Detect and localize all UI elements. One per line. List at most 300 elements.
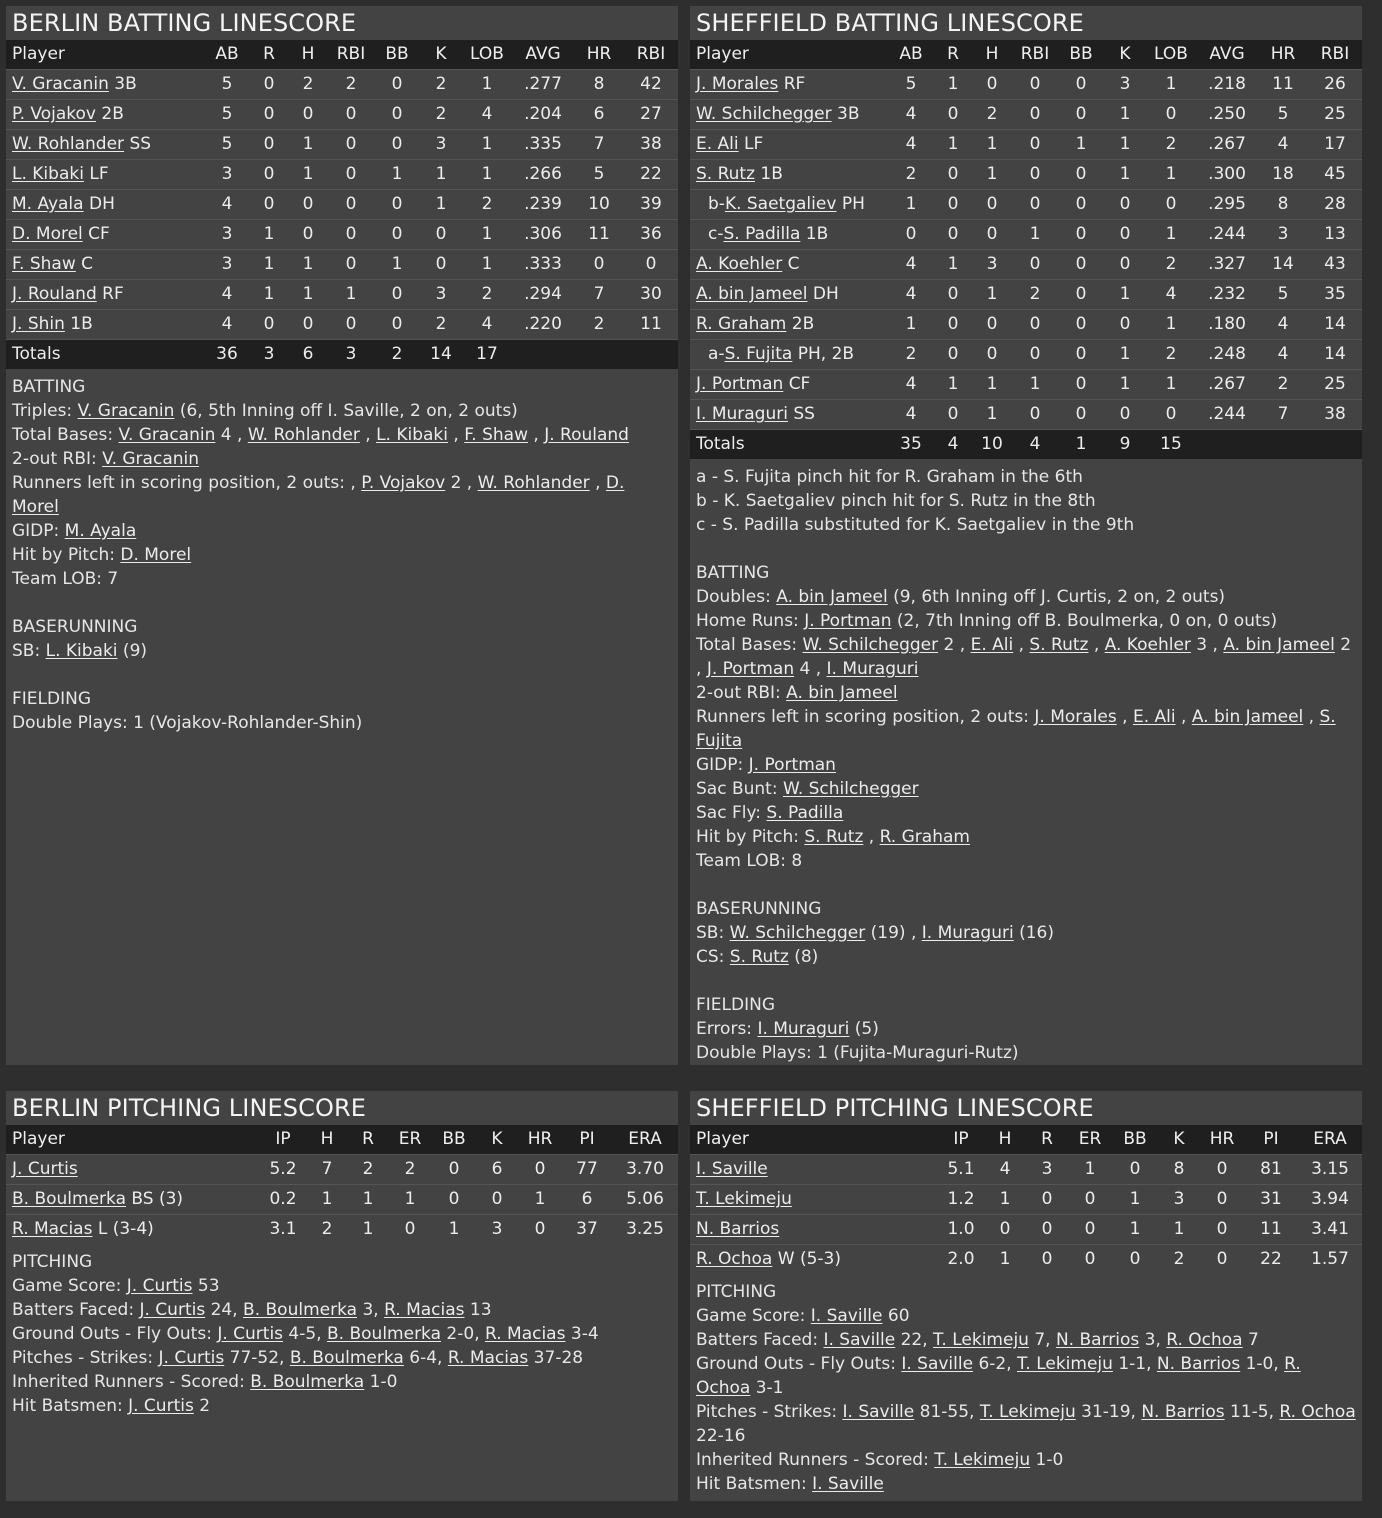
notes-text: Sac Fly:: [696, 803, 767, 823]
stat-cell: 38: [640, 134, 662, 154]
stat-cell: 1: [321, 1189, 333, 1209]
player-link[interactable]: J. Curtis: [12, 1159, 78, 1179]
player-link[interactable]: S. Rutz: [696, 164, 756, 184]
table-row: [690, 310, 1362, 340]
player-position: DH: [812, 284, 839, 304]
player-link[interactable]: I. Saville: [696, 1159, 768, 1179]
notes-line: [696, 1472, 1356, 1496]
player-link[interactable]: D. Morel: [120, 545, 192, 565]
player-position: 3B: [114, 74, 137, 94]
player-link[interactable]: I. Saville: [842, 1402, 915, 1422]
stat-cell: 5: [905, 74, 917, 94]
player-position: PH: [841, 194, 865, 214]
stat-cell: 3: [435, 284, 447, 304]
stat-cell: 0: [1041, 1219, 1053, 1239]
notes-text: Hit by Pitch:: [12, 545, 121, 565]
player-cell: [6, 190, 204, 220]
notes-text: Triples:: [12, 401, 78, 421]
stat-cell: 30: [640, 284, 662, 304]
stat-cell: 0: [1084, 1189, 1096, 1209]
player-link[interactable]: J. Rouland: [12, 284, 97, 304]
stat-cell: 3: [435, 134, 447, 154]
notes-text: 22,: [895, 1330, 934, 1350]
stat-cell: 3.25: [626, 1219, 664, 1239]
stat-cell: 25: [1324, 104, 1346, 124]
notes-line: [12, 423, 672, 447]
player-link[interactable]: M. Ayala: [64, 521, 137, 541]
column-header: PI: [579, 1129, 595, 1149]
table-row: [690, 250, 1362, 280]
notes-section: [690, 1274, 1362, 1502]
notes-line: [12, 567, 672, 591]
stat-cell: 10: [588, 194, 610, 214]
notes-text: 4-5,: [283, 1324, 328, 1344]
stat-cell: .333: [524, 254, 562, 274]
notes-line: [696, 1017, 1356, 1041]
column-header: Player: [696, 1129, 749, 1149]
column-header: HR: [1270, 44, 1296, 64]
stat-cell: 1: [947, 374, 959, 394]
notes-line: [696, 1328, 1356, 1352]
notes-line: [12, 1346, 672, 1370]
stat-cell: 81: [1260, 1159, 1282, 1179]
player-link[interactable]: D. Morel: [12, 473, 625, 517]
player-cell: [6, 250, 204, 280]
player-link[interactable]: S. Fujita: [724, 344, 793, 364]
stat-cell: 1: [391, 254, 403, 274]
stat-cell: .220: [524, 314, 562, 334]
player-position: L (3-4): [97, 1219, 154, 1239]
stat-cell: 3: [1173, 1189, 1185, 1209]
notes-text: 1-1,: [1112, 1354, 1157, 1374]
notes-text: 60: [882, 1306, 910, 1326]
player-link[interactable]: L. Kibaki: [45, 641, 118, 661]
notes-text: SB:: [696, 923, 730, 943]
stat-cell: 11: [1260, 1219, 1282, 1239]
stat-cell: 11: [1272, 74, 1294, 94]
stat-cell: 2.0: [947, 1249, 975, 1269]
stat-cell: 2: [1277, 374, 1289, 394]
player-link[interactable]: J. Portman: [696, 374, 784, 394]
player-link[interactable]: B. Boulmerka: [243, 1300, 358, 1320]
stat-cell: 0: [1119, 194, 1131, 214]
table-row: [690, 100, 1362, 130]
player-link[interactable]: E. Ali: [1132, 707, 1176, 727]
stat-cell: 39: [640, 194, 662, 214]
stat-cell: .244: [1208, 404, 1246, 424]
table-row: [690, 70, 1362, 100]
notes-line: [696, 585, 1356, 609]
stat-cell: 7: [593, 134, 605, 154]
player-link[interactable]: K. Saetgaliev: [724, 194, 837, 214]
player-link[interactable]: V. Gracanin: [12, 74, 109, 94]
stat-cell: 0: [593, 254, 605, 274]
player-link[interactable]: A. bin Jameel: [1223, 635, 1335, 655]
table-row: [6, 220, 678, 250]
batting-table: [6, 40, 678, 369]
table-row: [6, 1215, 678, 1245]
stat-cell: 0: [1084, 1219, 1096, 1239]
stat-cell: 1: [1165, 224, 1177, 244]
column-header: RBI: [1320, 44, 1350, 64]
player-link[interactable]: T. Lekimeju: [696, 1189, 792, 1209]
table-row: [6, 70, 678, 100]
notes-text: ,: [1013, 635, 1030, 655]
player-position: C: [787, 254, 800, 274]
stat-cell: 4: [999, 1159, 1011, 1179]
stat-cell: 2: [1029, 284, 1041, 304]
player-link[interactable]: R. Ochoa: [1279, 1402, 1356, 1422]
notes-text: 3-1: [750, 1378, 784, 1398]
player-link[interactable]: N. Barrios: [1156, 1354, 1241, 1374]
column-header: BB: [385, 44, 409, 64]
player-link[interactable]: A. Koehler: [1104, 635, 1191, 655]
column-header: LOB: [470, 44, 504, 64]
player-link[interactable]: I. Muraguri: [696, 404, 788, 424]
player-position: DH: [88, 194, 115, 214]
player-cell: [690, 370, 888, 400]
stat-cell: 1: [999, 1189, 1011, 1209]
player-cell: [6, 220, 204, 250]
player-link[interactable]: I. Muraguri: [921, 923, 1014, 943]
notes-text: 37-28: [528, 1348, 584, 1368]
column-header: RBI: [336, 44, 366, 64]
stat-cell: .248: [1208, 344, 1246, 364]
notes-text: Inherited Runners - Scored:: [12, 1372, 251, 1392]
player-link[interactable]: D. Morel: [12, 224, 83, 244]
player-link[interactable]: N. Barrios: [1055, 1330, 1140, 1350]
notes-heading: FIELDING: [12, 689, 91, 709]
player-link[interactable]: B. Boulmerka: [289, 1348, 404, 1368]
stat-cell: 2: [321, 1219, 333, 1239]
player-link[interactable]: I. Muraguri: [826, 659, 919, 679]
player-link[interactable]: W. Schilchegger: [729, 923, 866, 943]
player-link[interactable]: R. Macias: [447, 1348, 529, 1368]
total-stat: 4: [1029, 434, 1041, 454]
stat-cell: 0: [391, 284, 403, 304]
player-cell: [6, 100, 204, 130]
notes-heading: BATTING: [12, 377, 86, 397]
player-link[interactable]: J. Curtis: [158, 1348, 225, 1368]
notes-text: ,: [1088, 635, 1105, 655]
player-cell: [690, 1185, 938, 1215]
notes-line: [12, 471, 672, 519]
player-link[interactable]: R. Macias: [485, 1324, 566, 1344]
sheffield-pitching-panel: [690, 1091, 1362, 1501]
table-header-row: [6, 40, 678, 70]
stat-cell: 1: [1165, 314, 1177, 334]
player-cell: [690, 70, 888, 100]
stat-cell: 1: [1119, 344, 1131, 364]
stat-cell: 0: [534, 1159, 546, 1179]
player-link[interactable]: S. Fujita: [696, 707, 1336, 751]
player-link[interactable]: J. Curtis: [217, 1324, 284, 1344]
notes-block: [12, 615, 672, 663]
stat-cell: 0: [986, 344, 998, 364]
sub-prefix: a-: [708, 344, 725, 364]
stat-cell: 1: [905, 194, 917, 214]
player-link[interactable]: A. Koehler: [696, 254, 783, 274]
notes-line: [12, 639, 672, 663]
stat-cell: 1: [1119, 374, 1131, 394]
stat-cell: 5: [221, 134, 233, 154]
totals-label: Totals: [696, 434, 745, 454]
player-link[interactable]: L. Kibaki: [12, 164, 84, 184]
player-link[interactable]: V. Gracanin: [102, 449, 200, 469]
player-cell: [6, 1185, 260, 1215]
stat-cell: 0: [1119, 314, 1131, 334]
stat-cell: 0: [1029, 164, 1041, 184]
panel-title: BERLIN PITCHING LINESCORE: [12, 1094, 366, 1122]
player-link[interactable]: R. Graham: [696, 314, 787, 334]
notes-text: 24,: [205, 1300, 244, 1320]
player-link[interactable]: F. Shaw: [12, 254, 76, 274]
player-link[interactable]: J. Portman: [804, 611, 892, 631]
notes-block: [12, 1250, 672, 1418]
player-link[interactable]: S. Rutz: [729, 947, 789, 967]
notes-text: 2 ,: [938, 635, 971, 655]
column-header: ERA: [1313, 1129, 1347, 1149]
stat-cell: 1: [1165, 164, 1177, 184]
player-link[interactable]: I. Saville: [810, 1306, 883, 1326]
player-link[interactable]: J. Morales: [696, 74, 779, 94]
player-link[interactable]: W. Rohlander: [12, 134, 125, 154]
player-link[interactable]: R. Graham: [879, 827, 970, 847]
player-link[interactable]: R. Ochoa: [696, 1354, 1301, 1398]
player-link[interactable]: N. Barrios: [696, 1219, 780, 1239]
notes-text: Total Bases:: [12, 425, 119, 445]
stat-cell: 2: [345, 74, 357, 94]
stat-cell: 0: [1029, 314, 1041, 334]
stat-cell: 0: [1041, 1189, 1053, 1209]
player-link[interactable]: B. Boulmerka: [12, 1189, 127, 1209]
player-position: LF: [744, 134, 764, 154]
player-link[interactable]: W. Schilchegger: [696, 104, 832, 124]
player-cell: [690, 220, 888, 250]
player-link[interactable]: J. Portman: [748, 755, 836, 775]
stat-cell: .277: [524, 74, 562, 94]
stat-cell: 42: [640, 74, 662, 94]
notes-text: (6, 5th Inning off I. Saville, 2 on, 2 outs): [174, 401, 518, 421]
notes-text: Pitches - Strikes:: [696, 1402, 843, 1422]
player-link[interactable]: V. Gracanin: [77, 401, 175, 421]
table-row: [6, 100, 678, 130]
player-link[interactable]: V. Gracanin: [118, 425, 216, 445]
stat-cell: 1: [999, 1249, 1011, 1269]
notes-text: 4 ,: [215, 425, 248, 445]
player-link[interactable]: S. Padilla: [723, 224, 801, 244]
player-cell: [690, 160, 888, 190]
player-link[interactable]: L. Kibaki: [376, 425, 449, 445]
notes-text: ,: [589, 473, 606, 493]
player-link[interactable]: J. Shin: [12, 314, 65, 334]
stat-cell: 3.15: [1311, 1159, 1349, 1179]
total-stat: 4: [947, 434, 959, 454]
player-link[interactable]: S. Rutz: [1029, 635, 1089, 655]
substitution-footnotes: [690, 459, 1362, 537]
player-position: W (5-3): [777, 1249, 841, 1269]
player-link[interactable]: A. bin Jameel: [1191, 707, 1304, 727]
total-stat: [512, 340, 574, 370]
notes-line: [12, 543, 672, 567]
player-link[interactable]: T. Lekimeju: [934, 1450, 1031, 1470]
notes-text: SB:: [12, 641, 46, 661]
stat-cell: 0: [263, 314, 275, 334]
stat-cell: 22: [1260, 1249, 1282, 1269]
stat-cell: 2: [1165, 134, 1177, 154]
stat-cell: 1: [481, 254, 493, 274]
stat-cell: 4: [905, 404, 917, 424]
player-link[interactable]: N. Barrios: [1141, 1402, 1225, 1422]
notes-line: [12, 519, 672, 543]
stat-cell: 3: [986, 254, 998, 274]
stat-cell: 1: [302, 254, 314, 274]
stat-cell: 77: [576, 1159, 598, 1179]
notes-text: ,: [1303, 707, 1320, 727]
stat-cell: 1: [1029, 224, 1041, 244]
player-link[interactable]: P. Vojakov: [361, 473, 446, 493]
stat-cell: .180: [1208, 314, 1246, 334]
notes-text: Hit Batsmen:: [12, 1396, 129, 1416]
player-position: 1B: [760, 164, 783, 184]
player-link[interactable]: T. Lekimeju: [1017, 1354, 1113, 1374]
player-link[interactable]: W. Rohlander: [247, 425, 360, 445]
notes-text: Batters Faced:: [12, 1300, 140, 1320]
stat-cell: 0: [1075, 344, 1087, 364]
stat-cell: 2: [905, 164, 917, 184]
notes-text: 3 ,: [1190, 635, 1224, 655]
notes-line: [12, 1274, 672, 1298]
stat-cell: 1: [481, 134, 493, 154]
player-position: C: [81, 254, 94, 274]
stat-cell: 1: [947, 74, 959, 94]
player-link[interactable]: W. Schilchegger: [802, 635, 939, 655]
player-link[interactable]: J. Morales: [1034, 707, 1117, 727]
player-link[interactable]: R. Ochoa: [1166, 1330, 1243, 1350]
total-stat: 3: [263, 344, 275, 364]
stat-cell: 1: [1173, 1219, 1185, 1239]
player-link[interactable]: I. Saville: [812, 1474, 884, 1494]
stat-cell: 0: [391, 134, 403, 154]
stat-cell: 3: [1041, 1159, 1053, 1179]
notes-text: ,: [1116, 707, 1133, 727]
notes-text: Inherited Runners - Scored:: [696, 1450, 935, 1470]
player-link[interactable]: J. Portman: [706, 659, 795, 679]
stat-cell: 0: [1075, 224, 1087, 244]
stat-cell: 0: [1029, 254, 1041, 274]
stat-cell: 4: [905, 254, 917, 274]
stat-cell: 1: [1129, 1219, 1141, 1239]
stat-cell: 1: [263, 224, 275, 244]
player-cell: [690, 190, 888, 220]
player-link[interactable]: E. Ali: [696, 134, 739, 154]
stat-cell: 0: [263, 104, 275, 124]
notes-text: Ground Outs - Fly Outs:: [12, 1324, 218, 1344]
player-link[interactable]: R. Macias: [12, 1219, 93, 1239]
player-link[interactable]: R. Ochoa: [696, 1249, 773, 1269]
notes-section: [690, 537, 1362, 1071]
player-link[interactable]: J. Rouland: [544, 425, 629, 445]
player-link[interactable]: J. Curtis: [128, 1396, 194, 1416]
player-link[interactable]: F. Shaw: [464, 425, 528, 445]
player-link[interactable]: B. Boulmerka: [250, 1372, 365, 1392]
table-row: [690, 340, 1362, 370]
stat-cell: .218: [1208, 74, 1246, 94]
player-link[interactable]: S. Padilla: [766, 803, 844, 823]
stat-cell: .232: [1208, 284, 1246, 304]
notes-text: 6-2,: [973, 1354, 1018, 1374]
stat-cell: 8: [1277, 194, 1289, 214]
stat-cell: 3: [1277, 224, 1289, 244]
column-header: AVG: [1209, 44, 1245, 64]
footnote: b - K. Saetgaliev pinch hit for S. Rutz in the 8th: [696, 491, 1096, 511]
table-header-row: [6, 1125, 678, 1155]
notes-line: [696, 1400, 1356, 1448]
stat-cell: 0: [345, 224, 357, 244]
notes-line: [12, 399, 672, 423]
stat-cell: 0: [1129, 1159, 1141, 1179]
player-link[interactable]: M. Ayala: [12, 194, 84, 214]
notes-text: 11-5,: [1224, 1402, 1280, 1422]
player-link[interactable]: S. Rutz: [804, 827, 864, 847]
stat-cell: 4: [1277, 134, 1289, 154]
notes-text: (2, 7th Inning off B. Boulmerka, 0 on, 0 outs): [891, 611, 1278, 631]
notes-text: 2-0,: [441, 1324, 486, 1344]
stat-cell: 0: [448, 1189, 460, 1209]
stat-cell: 1: [1119, 104, 1131, 124]
player-link[interactable]: B. Boulmerka: [327, 1324, 442, 1344]
player-cell: [6, 70, 204, 100]
stat-cell: 1: [481, 164, 493, 184]
column-header: HR: [1209, 1129, 1235, 1149]
stat-cell: 1: [986, 164, 998, 184]
total-stat: 3: [345, 344, 357, 364]
player-link[interactable]: I. Muraguri: [757, 1019, 850, 1039]
player-link[interactable]: A. bin Jameel: [776, 587, 888, 607]
player-link[interactable]: A. bin Jameel: [786, 683, 898, 703]
column-header: K: [1119, 44, 1131, 64]
player-position: SS: [129, 134, 152, 154]
player-link[interactable]: T. Lekimeju: [979, 1402, 1076, 1422]
stat-cell: 4: [221, 314, 233, 334]
total-stat: 1: [1075, 434, 1087, 454]
player-link[interactable]: I. Saville: [901, 1354, 974, 1374]
stat-cell: 0: [1165, 404, 1177, 424]
stat-cell: 0: [947, 224, 959, 244]
notes-text: 2-out RBI:: [696, 683, 787, 703]
column-header: BB: [442, 1129, 466, 1149]
player-link[interactable]: R. Macias: [384, 1300, 465, 1320]
stat-cell: 0: [1029, 404, 1041, 424]
player-link[interactable]: T. Lekimeju: [933, 1330, 1029, 1350]
player-link[interactable]: J. Curtis: [139, 1300, 206, 1320]
player-link[interactable]: I. Saville: [823, 1330, 896, 1350]
stat-cell: 1: [435, 164, 447, 184]
stat-cell: 5.2: [269, 1159, 297, 1179]
player-link[interactable]: W. Schilchegger: [782, 779, 919, 799]
stat-cell: 0: [391, 194, 403, 214]
player-link[interactable]: P. Vojakov: [12, 104, 96, 124]
notes-heading: PITCHING: [12, 1252, 93, 1272]
stat-cell: 1: [302, 134, 314, 154]
player-link[interactable]: E. Ali: [970, 635, 1014, 655]
stat-cell: 0: [1029, 344, 1041, 364]
player-link[interactable]: W. Rohlander: [477, 473, 590, 493]
player-link[interactable]: J. Curtis: [126, 1276, 193, 1296]
player-link[interactable]: A. bin Jameel: [696, 284, 808, 304]
stat-cell: 1: [1119, 284, 1131, 304]
stat-cell: 0: [435, 224, 447, 244]
